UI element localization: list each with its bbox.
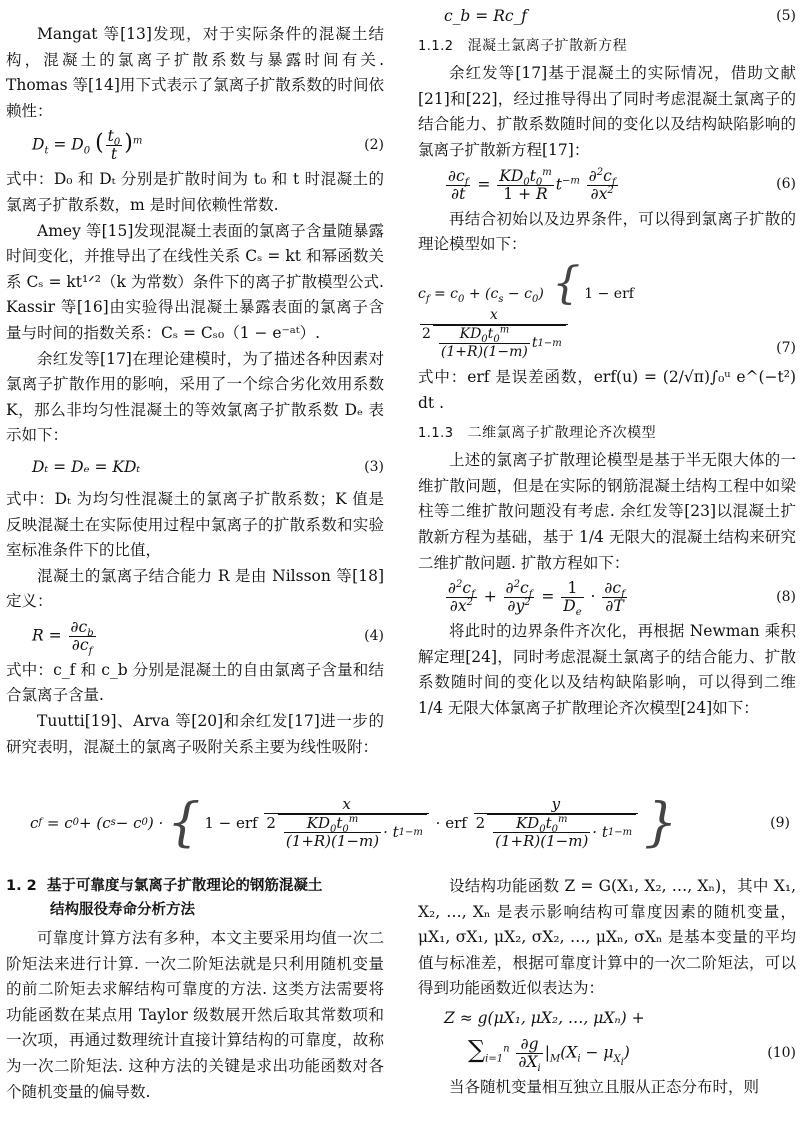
left-column bbox=[6, 22, 384, 760]
section-number: 1.1.2 bbox=[418, 38, 454, 54]
paragraph: Amey 等[15]发现混凝土表面的氯离子含量随暴露时间变化，并推导出了在线性关系 Cₛ = kt 和幂函数关系 Cₛ = kt¹ᐟ²（k 为常数）条件下的离子扩散模型公式. Kassir 等[16]由实验得出混凝土暴露表面的氯离子含量与时间的指数关系：Cₛ = Cₛ₀（1 − e⁻ᵃᵗ）. bbox=[6, 221, 384, 342]
paragraph: 混凝土的氯离子结合能力 R 是由 Nilsson 等[18]定义： bbox=[6, 566, 384, 611]
equation-number: (3) bbox=[364, 459, 384, 476]
equation-number: (4) bbox=[364, 627, 384, 644]
paragraph: Tuutti[19]、Arva 等[20]和余红发[17]进一步的研究表明，混凝土的氯离子吸附关系主要为线性吸附： bbox=[6, 712, 384, 756]
section-heading-1-2 bbox=[6, 874, 384, 922]
equation-2-formula: $D_t = D_0$ ( $\frac{t_0}{t}$ )$^m$ bbox=[32, 127, 143, 164]
paragraph: 上述的氯离子扩散理论模型是基于半无限大体的一维扩散问题，但是在实际的钢筋混凝土结构工程中如梁柱等二维扩散问题没有考虑. 余红发等[23]以混凝土扩散新方程为基础，基于 1/4 无限大的混凝土结构来研究二维扩散问题. 扩散方程如下： bbox=[418, 451, 796, 572]
equation-8-formula: $\frac{\partial^2c_f}{\partial x^2}$ + $\frac{\partial^2c_f}{\partial y^2}$ = $\frac{1}{D_e}$ · $\frac{\partial c_f}{\partial T}$ bbox=[448, 578, 625, 619]
equation-number: (9) bbox=[770, 815, 790, 831]
section-title: 二维氯离子扩散理论齐次模型 bbox=[467, 424, 657, 441]
equation-number: (5) bbox=[776, 8, 796, 24]
section-title: 混凝土氯离子扩散新方程 bbox=[467, 37, 628, 54]
bottom-right-column bbox=[418, 874, 796, 1101]
equation-6-formula: $\frac{\partial c_f}{\partial t}$ = $\frac{KD_0t_0^m}{1 + R}$ $t^{-m}$ $\frac{\partial^2c_f}{\partial x^2}$ bbox=[448, 166, 616, 203]
paragraph: 将此时的边界条件齐次化，再根据 Newman 乘积解定理[24]，同时考虑混凝土氯离子的结合能力、扩散系数随时间的变化以及结构缺陷影响，可以得到二维 1/4 无限大体氯离子扩散理论齐次模型[24]如下： bbox=[418, 622, 796, 717]
equation-4-formula: R = $\frac{\partial c_b}{\partial c_f}$ bbox=[32, 617, 94, 657]
paragraph: 式中：c_f 和 c_b 分别是混凝土的自由氯离子含量和结合氯离子含量. bbox=[6, 660, 384, 705]
section-heading-1-1-2 bbox=[418, 34, 796, 60]
equation-5 bbox=[418, 4, 796, 30]
paragraph: 式中：D₀ 和 Dₜ 分别是扩散时间为 t₀ 和 t 时混凝土的氯离子扩散系数，m 是时间依赖性常数. bbox=[6, 170, 384, 214]
equation-8 bbox=[418, 578, 796, 619]
equation-number: (2) bbox=[364, 137, 384, 154]
equation-10-formula-line-2: $\sum_{i=1}^n$ $\frac{\partial g}{\partial X_i}$ $|_M(X_i - \mu_{X_i})$ bbox=[468, 1034, 630, 1075]
equation-10-line-2 bbox=[418, 1034, 796, 1075]
equation-number: (6) bbox=[776, 176, 796, 193]
equation-4 bbox=[6, 617, 384, 657]
equation-number: (7) bbox=[776, 339, 796, 356]
bottom-left-column bbox=[6, 874, 384, 1105]
equation-6 bbox=[418, 168, 796, 203]
paragraph: 余红发等[17]基于混凝土的实际情况，借助文献[21]和[22]，经过推导得出了同时考虑混凝土氯离子的结合能力、扩散系数随时间的变化以及结构缺陷影响的氯离子扩散新方程[17]： bbox=[418, 64, 796, 159]
equation-2 bbox=[6, 128, 384, 163]
paragraph: 余红发等[17]在理论建模时，为了描述各种因素对氯离子扩散作用的影响，采用了一个综合劣化效用系数 K，那么非均匀性混凝土的等效氯离子扩散系数 Dₑ 表示如下： bbox=[6, 349, 384, 445]
equation-number: (8) bbox=[776, 588, 796, 605]
section-heading-1-1-3 bbox=[418, 421, 796, 447]
paragraph: Mangat 等[13]发现，对于实际条件的混凝土结构，混凝土的氯离子扩散系数与暴露时间有关. Thomas 等[14]用下式表示了氯离子扩散系数的时间依赖性： bbox=[6, 25, 384, 120]
equation-10-formula-line-1: Z ≈ g(μX₁, μX₂, …, μXₙ) + bbox=[444, 1009, 645, 1028]
section-number: 1.1.3 bbox=[418, 425, 454, 441]
equation-10-line-1 bbox=[418, 1006, 796, 1032]
equation-9-formula: c f = c 0 + (c s − c 0 ) · { 1 − erf x 2 $\frac{KD_0t_0^m}{(1+R)(1-m)}$ · t 1−m · erf y 2 $\frac{KD_0t_0^m}{(1+R)(1-m)}$ · t 1−m } bbox=[30, 793, 678, 853]
paragraph: 式中：Dₜ 为均匀性混凝土的氯离子扩散系数；K 值是反映混凝土在实际使用过程中氯离子的扩散系数和实验室标准条件下的比值， bbox=[6, 489, 384, 560]
section-title-line-2: 结构服役寿命分析方法 bbox=[50, 902, 195, 918]
paragraph: 再结合初始以及边界条件，可以得到氯离子扩散的理论模型如下： bbox=[418, 209, 796, 254]
equation-9 bbox=[30, 788, 790, 858]
equation-3 bbox=[6, 453, 384, 483]
section-title-line-1: 基于可靠度与氯离子扩散理论的钢筋混凝土 bbox=[46, 878, 323, 894]
paragraph: 式中：erf 是误差函数，erf(u) = (2/√π)∫₀ᵘ e^(−t²) dt . bbox=[418, 368, 796, 412]
paragraph: 设结构功能函数 Z = G(X₁, X₂, …, Xₙ)，其中 X₁, X₂, …, Xₙ 是表示影响结构可靠度因素的随机变量，μX₁, σX₁, μX₂, σX₂, …, μXₙ, σXₙ 是基本变量的平均值与标准差，根据可靠度计算中的一次二阶矩法，可以得到功能函数近似表达为： bbox=[418, 877, 796, 998]
paragraph: 当各随机变量相互独立且服从正态分布时，则 bbox=[449, 1077, 760, 1096]
right-column bbox=[418, 4, 796, 721]
equation-7 bbox=[418, 257, 796, 362]
equation-5-formula: c_b = Rc_f bbox=[444, 7, 528, 25]
section-number: 1. 2 bbox=[6, 878, 37, 894]
equation-7-formula: $c_f = c_0 + (c_s - c_0)$ { 1 − erf x 2 $\frac{KD_0t_0^m}{(1+R)(1-m)}$ t 1−m bbox=[418, 257, 634, 361]
paragraph: 可靠度计算方法有多种，本文主要采用均值一次二阶矩法来进行计算. 一次二阶矩法就是只利用随机变量的前二阶矩去求解结构可靠度的方法. 这类方法需要将功能函数在某点用 Taylor 级数展开然后取其常数项和一次项，再通过数理统计直接计算结构的可靠度，故称为一次二阶矩法. 这种方法的关键是求出功能函数对各个随机变量的偏导数. bbox=[6, 929, 384, 1101]
equation-3-formula: Dₜ = Dₑ = KDₜ bbox=[32, 458, 141, 477]
equation-number: (10) bbox=[767, 1044, 796, 1061]
